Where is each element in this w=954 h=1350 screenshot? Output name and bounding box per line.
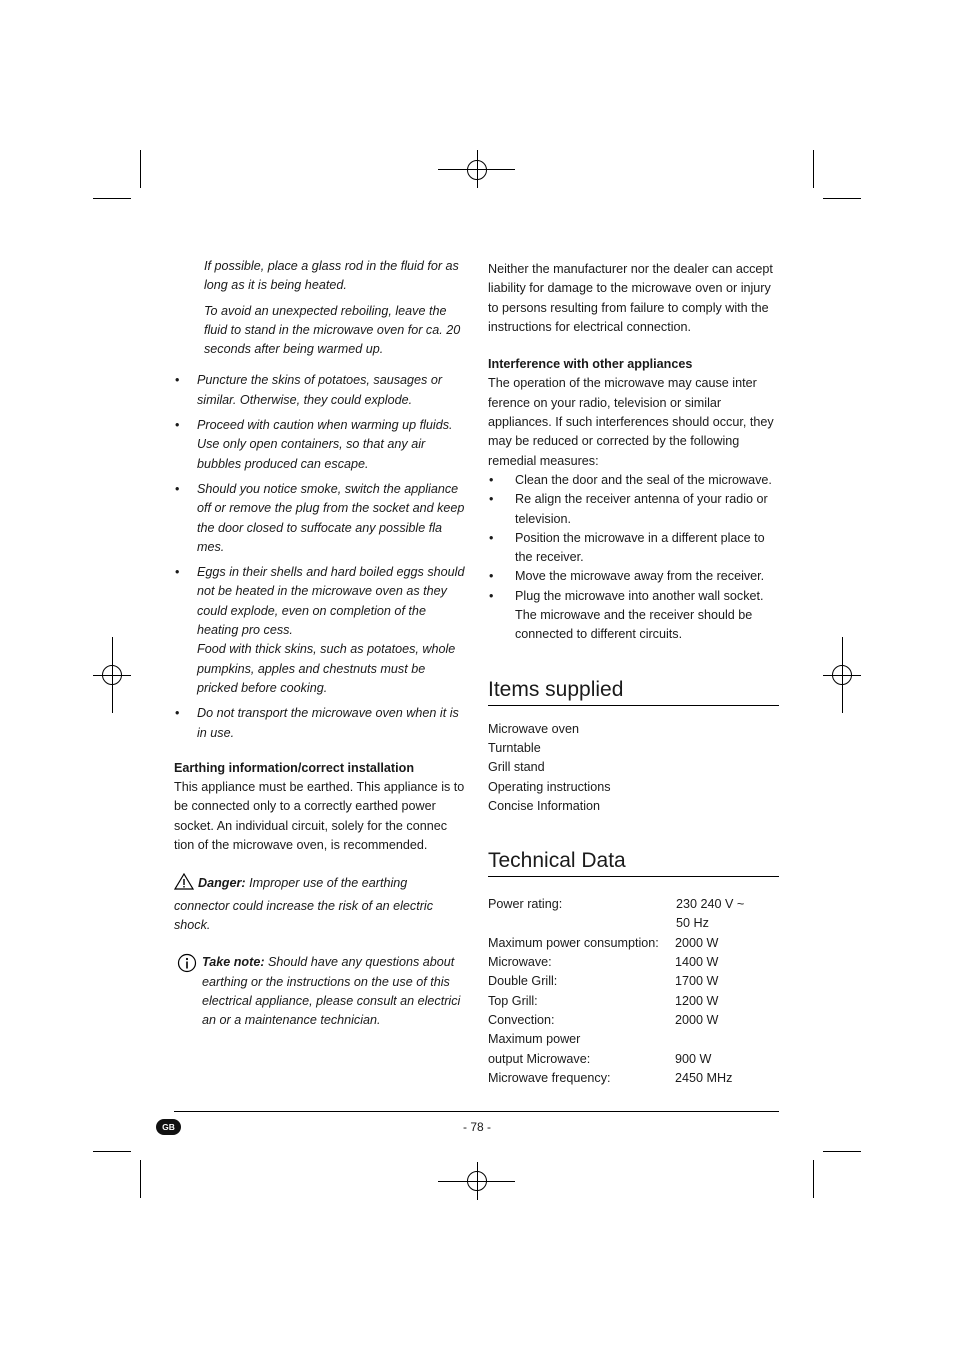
list-item-extra: Food with thick skins, such as potatoes, whole pumpkins, apples and chestnuts must be pricked before cooking.	[197, 642, 456, 695]
danger-label: Danger:	[198, 876, 246, 891]
take-note-label: Take note:	[202, 955, 265, 970]
list-item: Microwave oven	[488, 721, 579, 736]
list-item: • Should you notice smoke, switch the appliance off or remove the plug from the socket and keep the door closed to suffocate any possible fla mes.	[174, 480, 466, 557]
list-item: • Puncture the skins of potatoes, sausages or similar. Otherwise, they could explode.	[174, 371, 466, 410]
spec-value: 2450 MHz	[675, 1070, 733, 1085]
table-row	[488, 1050, 779, 1069]
page-number: - 78 -	[462, 1120, 491, 1134]
spec-value: 900 W	[675, 1051, 712, 1066]
items-supplied-title: Items supplied	[488, 677, 779, 706]
spec-value: 1200 W	[675, 993, 719, 1008]
spec-value: 230 240 V ~	[676, 897, 745, 912]
spec-value: 50 Hz	[676, 916, 709, 931]
right-column	[488, 260, 779, 1088]
list-item: Grill stand	[488, 760, 545, 775]
warning-triangle-icon	[174, 873, 194, 896]
list-item: • Clean the door and the seal of the microwave.	[488, 471, 779, 490]
list-item: • Re align the receiver antenna of your radio or television.	[488, 490, 779, 529]
table-row	[488, 992, 779, 1011]
info-icon	[177, 953, 197, 979]
intro-paragraph: If possible, place a glass rod in the fluid for as long as it is being heated.	[204, 259, 459, 293]
table-row	[488, 934, 779, 953]
table-row	[488, 1030, 779, 1049]
take-note	[174, 953, 466, 1030]
spec-label: output Microwave:	[488, 1051, 591, 1066]
spec-label: Top Grill:	[488, 993, 538, 1008]
liability-text: Neither the manufacturer nor the dealer can accept liability for damage to the microwave oven or injury to persons resulting from failure to comply with the instructions for electrical connection.	[488, 262, 773, 334]
list-item: • Proceed with caution when warming up fluids. Use only open containers, so that any air bubbles produced can escape.	[174, 416, 466, 474]
spec-label: Microwave:	[488, 955, 552, 970]
technical-data-table	[488, 895, 779, 1088]
technical-data-title: Technical Data	[488, 848, 779, 877]
items-supplied-list	[488, 720, 779, 816]
danger-note	[174, 873, 466, 935]
spec-label: Microwave frequency:	[488, 1070, 611, 1085]
spec-value	[675, 1030, 779, 1049]
danger-text: Improper use of the earthing connector could increase the risk of an electric shock.	[174, 876, 434, 932]
list-item: • Position the microwave in a different place to the receiver.	[488, 529, 779, 568]
list-item	[174, 563, 466, 698]
spec-value: 1700 W	[675, 974, 719, 989]
spec-value: 2000 W	[675, 935, 719, 950]
table-row	[488, 1011, 779, 1030]
table-row	[488, 914, 779, 933]
spec-label: Maximum power	[488, 1032, 581, 1047]
list-item: Turntable	[488, 740, 541, 755]
safety-bullet-list	[174, 371, 466, 742]
list-item: • Do not transport the microwave oven when it is in use.	[174, 704, 466, 743]
spec-label: Power rating:	[488, 897, 563, 912]
spec-label	[488, 914, 675, 933]
spec-label: Maximum power consumption:	[488, 935, 659, 950]
spec-label: Double Grill:	[488, 974, 558, 989]
spec-label: Convection:	[488, 1012, 555, 1027]
table-row	[488, 895, 779, 914]
list-item: • Plug the microwave into another wall socket. The microwave and the receiver should be connected to different circuits.	[488, 587, 779, 645]
intro-paragraph: To avoid an unexpected reboiling, leave the fluid to stand in the microwave oven for ca. 20 seconds after being warmed up.	[204, 303, 461, 357]
list-item: Operating instructions	[488, 779, 611, 794]
remedy-bullet-list	[488, 471, 779, 645]
interference-text: The operation of the microwave may cause inter ference on your radio, television or similar appliances. If such interferences should occur, they may be reduced or corrected by the following remedial measures:	[488, 376, 774, 468]
take-note-text: Should have any questions about earthing or the instructions on the use of this electrical appliance, please consult an electrici an or a maintenance technician.	[202, 955, 461, 1028]
interference-heading: Interference with other appliances	[488, 357, 693, 372]
table-row	[488, 972, 779, 991]
list-item: • Move the microwave away from the receiver.	[488, 567, 779, 586]
earthing-text: This appliance must be earthed. This appliance is to be connected only to a correctly earthed power socket. An individual circuit, solely for the connec tion of the microwave oven, is recommended.	[174, 780, 465, 853]
table-row	[488, 953, 779, 972]
language-badge: GB	[156, 1119, 181, 1135]
table-row	[488, 1069, 779, 1088]
spec-value: 1400 W	[675, 955, 719, 970]
left-column	[174, 257, 466, 1030]
earthing-heading: Earthing information/correct installation	[174, 760, 415, 775]
spec-value: 2000 W	[675, 1012, 719, 1027]
footer-divider	[174, 1111, 779, 1112]
list-item-text: Eggs in their shells and hard boiled eggs should not be heated in the microwave oven as they could explode, even on completion of the heating pro cess.	[197, 565, 465, 638]
list-item: Concise Information	[488, 798, 600, 813]
